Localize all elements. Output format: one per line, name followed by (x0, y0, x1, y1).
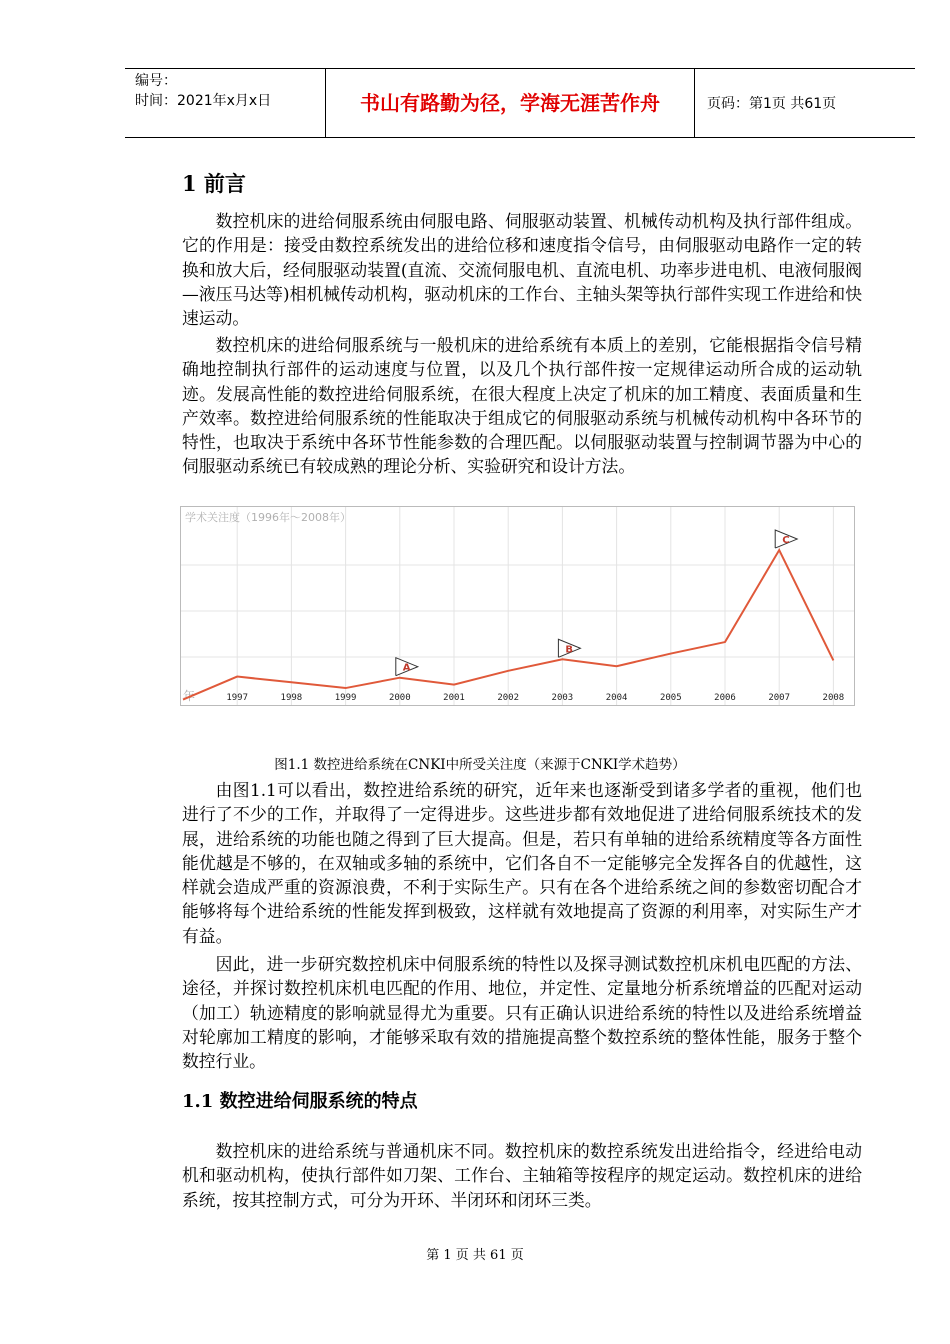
chart-tick-label: 2008 (822, 693, 845, 703)
attention-chart-svg (181, 507, 854, 705)
chart-tick-label: 2005 (659, 693, 682, 703)
header-meta-cell (125, 69, 326, 137)
paragraph-4-block (182, 952, 862, 1073)
number-label: 编号： (135, 73, 177, 89)
chart-marker-label: B (565, 644, 574, 656)
chart-x-label: 年 (183, 689, 196, 703)
page-footer: 第 1 页 共 61 页 (426, 1248, 524, 1263)
paragraph-3: 由图1.1可以看出，数控进给系统的研究，近年来也逐渐受到诸多学者的重视，他们也进行了不少的工作，并取得了一定得进步。这些进步都有效地促进了进给伺服系统技术的发展，进给系统的功能也随之得到了巨大提高。但是，若只有单轴的进给系统精度等各方面性能优越是不够的，在双轴或多轴的系统中，它们各自不一定能够完全发挥各自的优越性，这样就会造成严重的资源浪费，不利于实际生产。只有在各个进给系统之间的参数密切配合才能够将每个进给系统的性能发挥到极致，这样就有效地提高了资源的利用率，对实际生产才有益。 (182, 780, 862, 946)
chart-tick-label: 1999 (334, 693, 357, 703)
subsection-title: 1.1 数控进给伺服系统的特点 (182, 1091, 418, 1112)
chart-tick-label: 2007 (768, 693, 791, 703)
chart-marker-c (775, 530, 797, 548)
paragraph-3-block (182, 778, 862, 948)
paragraph-5-block (182, 1139, 862, 1212)
chart-markers (396, 530, 797, 676)
chart-marker-b (558, 639, 580, 657)
paragraph-1-block (182, 209, 862, 330)
chart-marker-label: A (402, 662, 411, 674)
chart-marker-label: C (782, 535, 790, 547)
chart-tick-label: 1998 (280, 693, 303, 703)
header-page-cell (695, 69, 915, 137)
paragraph-5: 数控机床的进给系统与普通机床不同。数控机床的数控系统发出进给指令，经进给电动机和驱动机构，使执行部件如刀架、工作台、主轴箱等按程序的规定运动。数控机床的进给系统，按其控制方式，可分为开环、半闭环和闭环三类。 (182, 1141, 862, 1210)
chart-tick-label: 2004 (605, 693, 628, 703)
chart-marker-a (396, 658, 418, 676)
chart-tick-label: 2000 (388, 693, 411, 703)
attention-chart (180, 506, 855, 706)
chart-tick-label: 2002 (497, 693, 520, 703)
paragraph-4: 因此，进一步研究数控机床中伺服系统的特性以及探寻测试数控机床机电匹配的方法、途径，并探讨数控机床机电匹配的作用、地位，并定性、定量地分析系统增益的匹配对运动（加工）轨迹精度的影响就显得尤为重要。只有正确认识进给系统的特性以及进给系统增益对轮廓加工精度的影响，才能够采取有效的措施提高整个数控系统的整体性能，服务于整个数控行业。 (182, 954, 862, 1072)
header-page-info: 页码：第1页 共61页 (707, 96, 837, 112)
chart-tick-labels (226, 693, 844, 703)
section-title: 1 前言 (182, 171, 246, 196)
chart-title: 学术关注度（1996年～2008年） (185, 511, 351, 524)
time-label: 时间：2021年x月x日 (135, 93, 272, 109)
header-motto-cell (326, 69, 695, 137)
page-header (125, 68, 915, 138)
chart-tick-label: 1997 (226, 693, 249, 703)
header-motto: 书山有路勤为径，学海无涯苦作舟 (360, 91, 660, 115)
paragraph-1: 数控机床的进给伺服系统由伺服电路、伺服驱动装置、机械传动机构及执行部件组成。它的作用是：接受由数控系统发出的进给位移和速度指令信号，由伺服驱动电路作一定的转换和放大后，经伺服驱动装置(直流、交流伺服电机、直流电机、功率步进电机、电液伺服阀—液压马达等)相机械传动机构，驱动机床的工作台、主轴头架等执行部件实现工作进给和快速运动。 (182, 211, 862, 329)
chart-tick-label: 2001 (443, 693, 465, 703)
chart-grid (181, 507, 854, 705)
chart-tick-label: 2003 (551, 693, 574, 703)
paragraph-2-block (182, 333, 862, 479)
chart-tick-label: 2006 (714, 693, 736, 703)
figure-caption: 图1.1 数控进给系统在CNKI中所受关注度（来源于CNKI学术趋势） (274, 757, 686, 773)
paragraph-2: 数控机床的进给伺服系统与一般机床的进给系统有本质上的差别，它能根据指令信号精确地控制执行部件的运动速度与位置，以及几个执行部件按一定规律运动所合成的运动轨迹。发展高性能的数控进给伺服系统，在很大程度上决定了机床的加工精度、表面质量和生产效率。数控进给伺服系统的性能取决于组成它的伺服驱动系统与机械传动机构中各环节的特性，也取决于系统中各环节性能参数的合理匹配。以伺服驱动装置与控制调节器为中心的伺服驱动系统已有较成熟的理论分析、实验研究和设计方法。 (182, 335, 862, 477)
